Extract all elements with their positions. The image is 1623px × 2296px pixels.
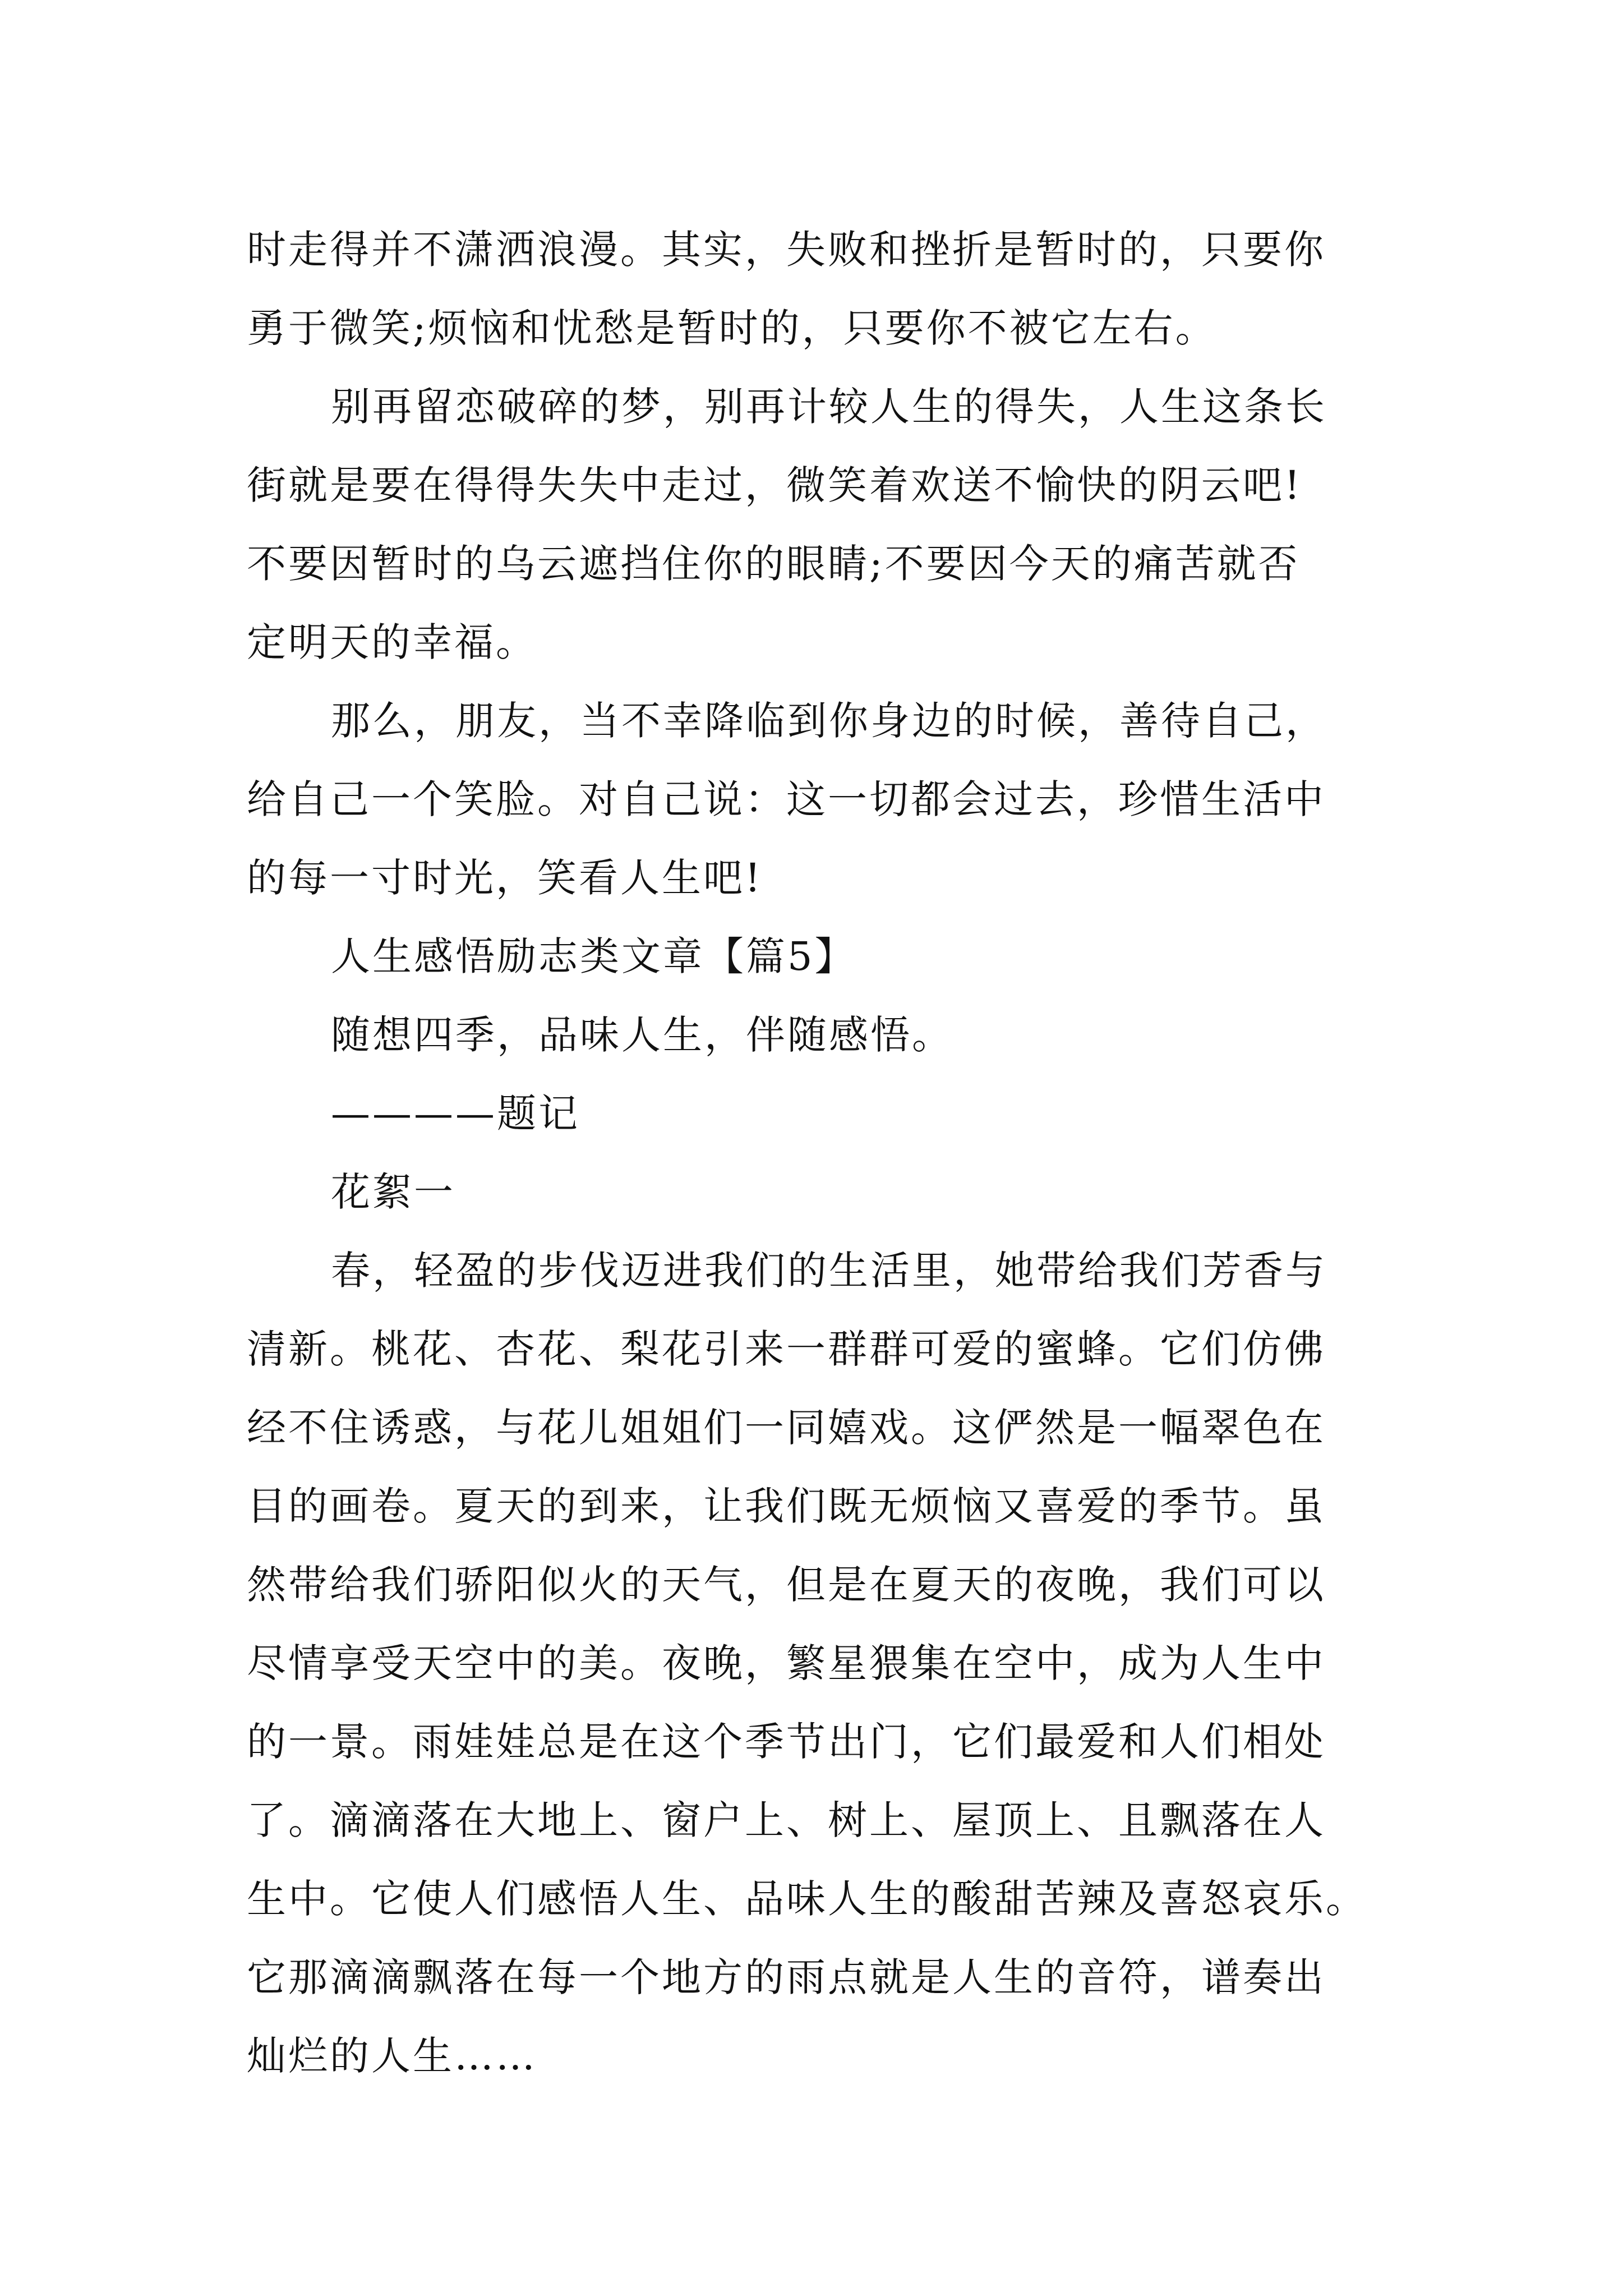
paragraph-3	[247, 682, 1413, 917]
epigraph-attribution	[247, 1074, 1413, 1153]
text-line: 清新。桃花、杏花、梨花引来一群群可爱的蜜蜂。它们仿佛	[247, 1326, 1326, 1372]
text-line: 花絮一	[331, 1169, 455, 1215]
text-line: ————题记	[331, 1091, 580, 1137]
text-line: 给自己一个笑脸。对自己说：这一切都会过去，珍惜生活中	[247, 776, 1326, 822]
text-line: 生中。它使人们感悟人生、品味人生的酸甜苦辣及喜怒哀乐。	[247, 1876, 1367, 1922]
text-line: 街就是要在得得失失中走过，微笑着欢送不愉快的阴云吧!	[247, 462, 1303, 508]
text-line: 勇于微笑;烦恼和忧愁是暂时的，只要你不被它左右。	[247, 305, 1217, 351]
epigraph	[247, 996, 1413, 1074]
text-line: 的每一寸时光，笑看人生吧!	[247, 855, 763, 901]
text-line: 它那滴滴飘落在每一个地方的雨点就是人生的音符，谱奏出	[247, 1954, 1326, 2000]
text-line: 灿烂的人生……	[247, 2033, 537, 2079]
text-line: 的一景。雨娃娃总是在这个季节出门，它们最爱和人们相处	[247, 1719, 1326, 1765]
text-line: 尽情享受天空中的美。夜晚，繁星猥集在空中，成为人生中	[247, 1640, 1326, 1686]
section-heading	[247, 917, 1413, 996]
subsection-heading	[247, 1153, 1413, 1231]
paragraph-4	[247, 1231, 1413, 2095]
text-line: 经不住诱惑，与花儿姐姐们一同嬉戏。这俨然是一幅翠色在	[247, 1405, 1326, 1451]
text-line: 别再留恋破碎的梦，别再计较人生的得失，人生这条长	[331, 384, 1327, 430]
text-line: 不要因暂时的乌云遮挡住你的眼睛;不要因今天的痛苦就否	[247, 541, 1300, 587]
text-line: 春，轻盈的步伐迈进我们的生活里，她带给我们芳香与	[331, 1248, 1327, 1294]
document-body	[247, 210, 1413, 2095]
paragraph-2	[247, 367, 1413, 682]
text-line: 目的画卷。夏天的到来，让我们既无烦恼又喜爱的季节。虽	[247, 1483, 1326, 1529]
text-line: 那么，朋友，当不幸降临到你身边的时候，善待自己，	[331, 698, 1327, 744]
text-line: 然带给我们骄阳似火的天气，但是在夏天的夜晚，我们可以	[247, 1562, 1326, 1608]
text-line: 了。滴滴落在大地上、窗户上、树上、屋顶上、且飘落在人	[247, 1797, 1326, 1843]
text-line: 定明天的幸福。	[247, 619, 537, 665]
paragraph-1	[247, 210, 1413, 367]
text-line: 人生感悟励志类文章【篇5】	[331, 933, 856, 979]
text-line: 随想四季，品味人生，伴随感悟。	[331, 1012, 953, 1058]
text-line: 时走得并不潇洒浪漫。其实，失败和挫折是暂时的，只要你	[247, 227, 1326, 273]
